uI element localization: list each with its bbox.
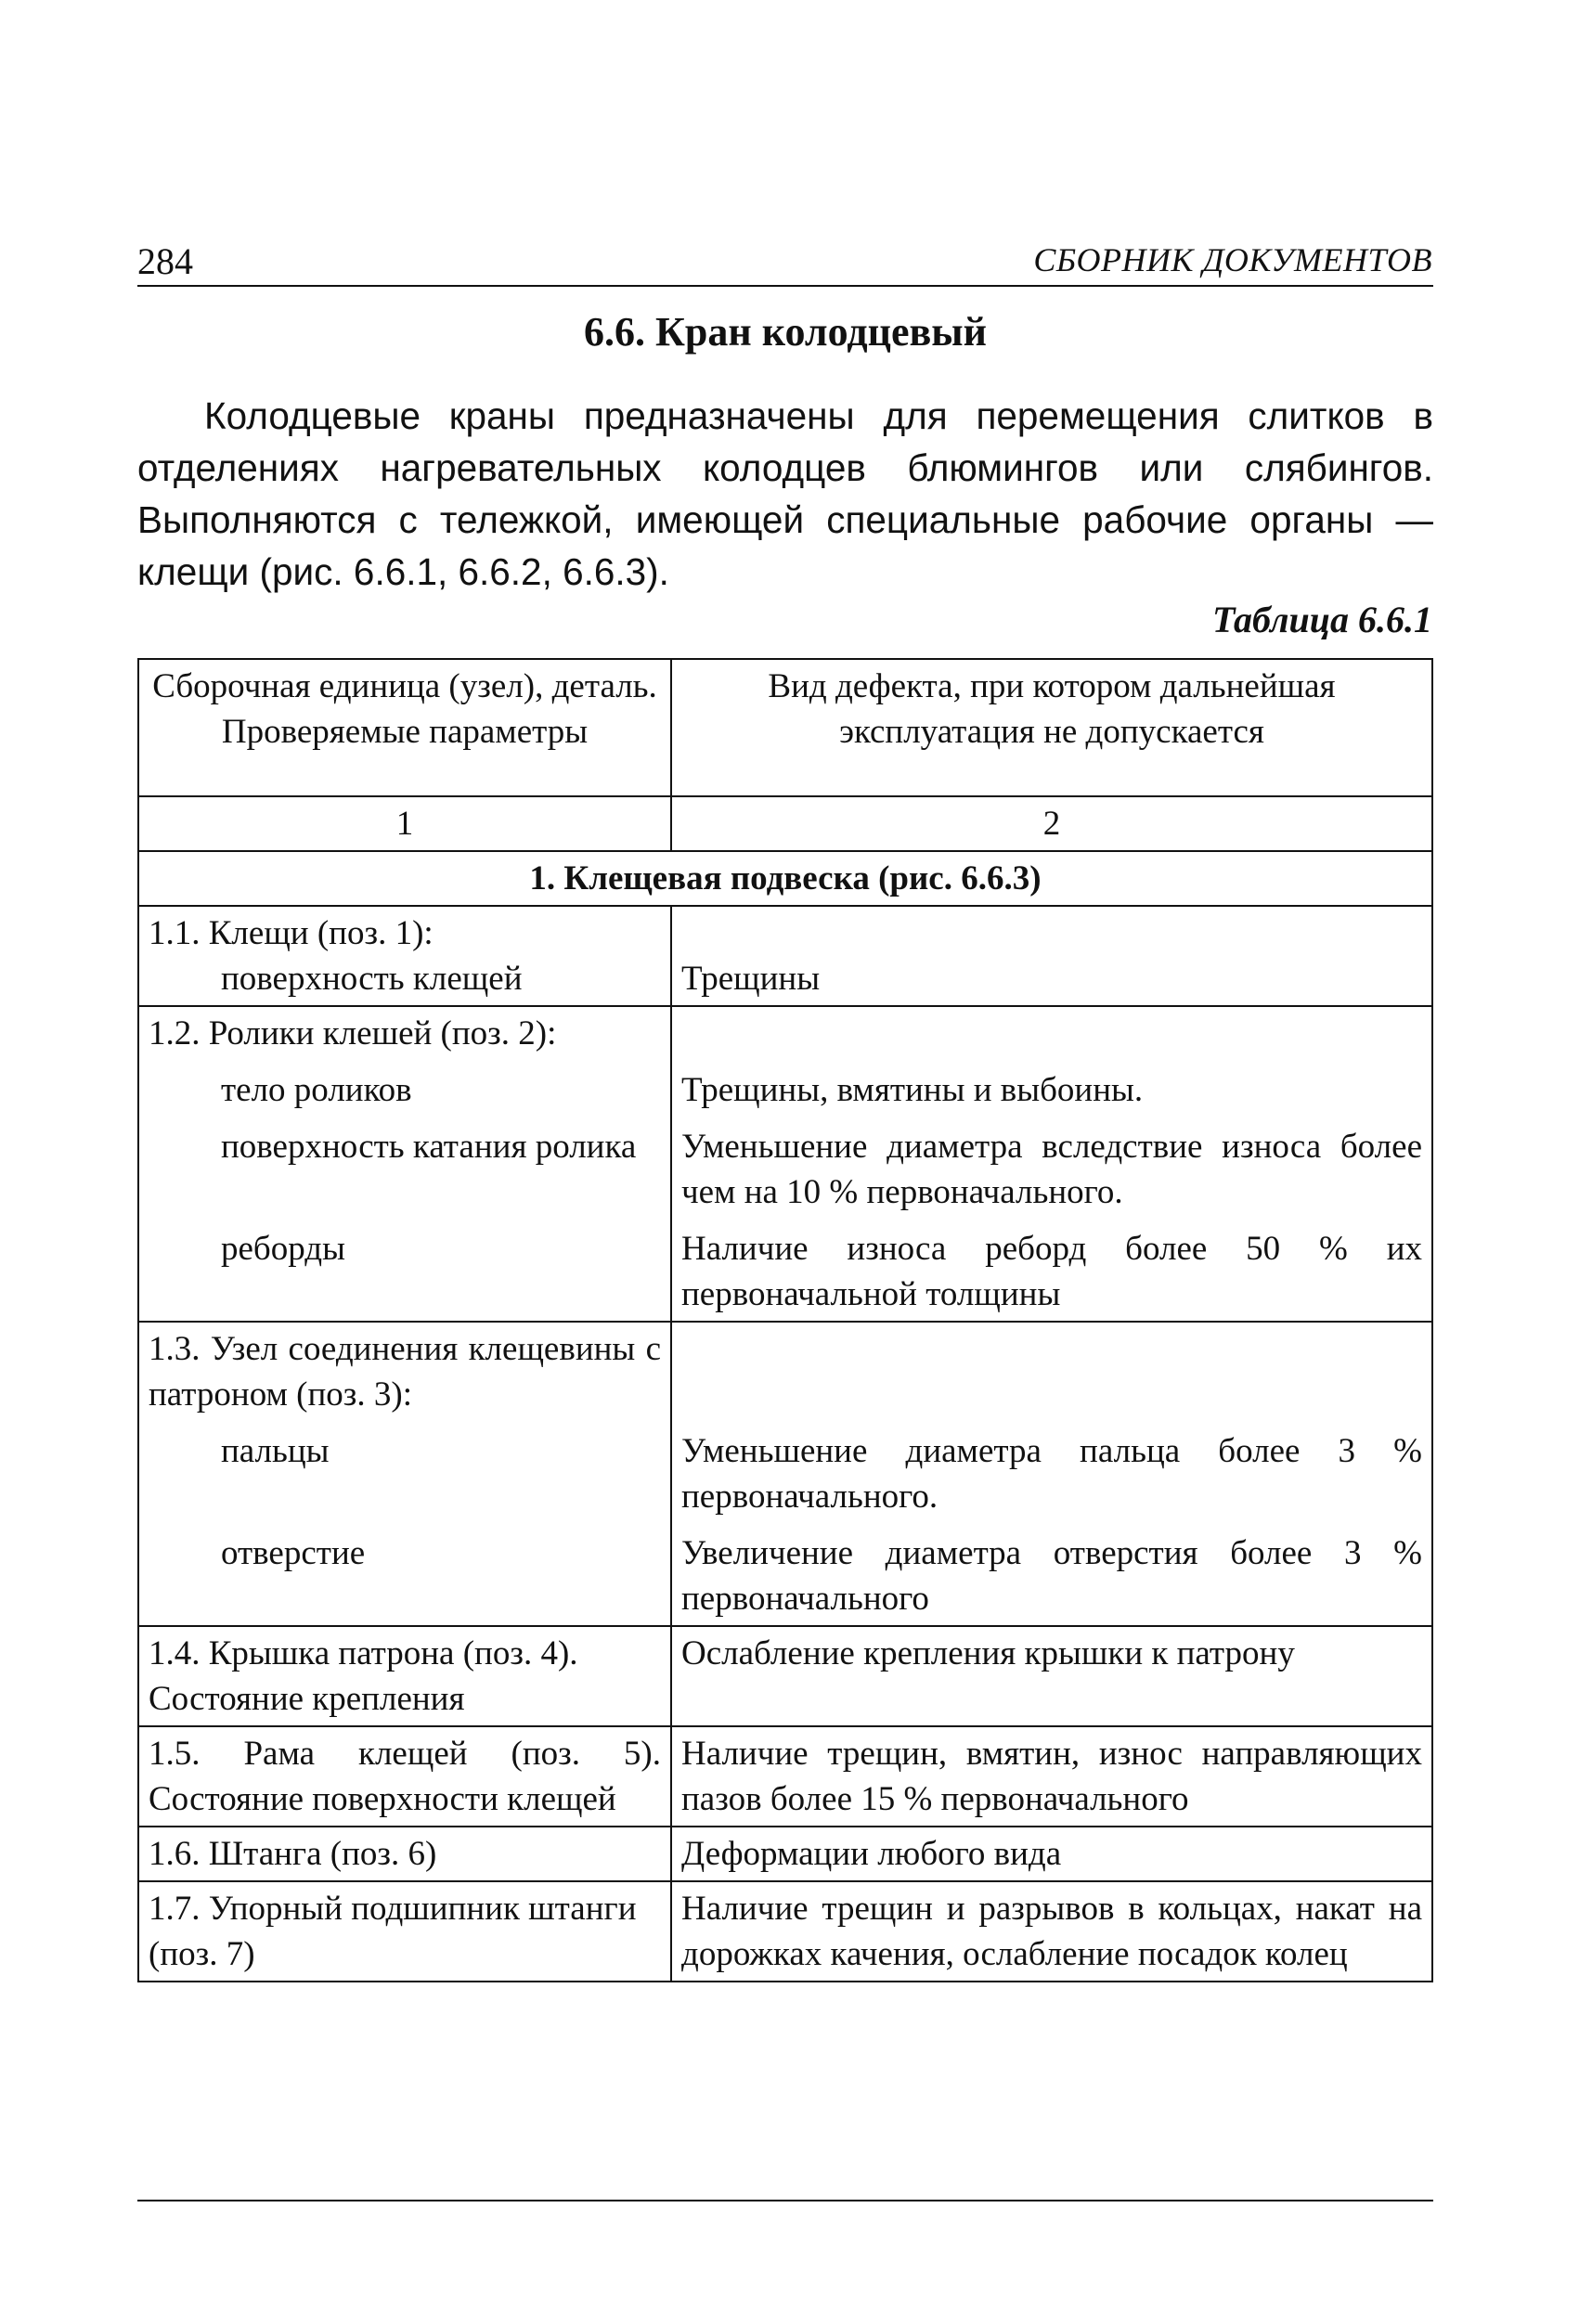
param-text: 1.4. Крышка патрона (поз. 4). Состояние крепления [138,1626,671,1726]
column-header-parameter: Сборочная единица (узел), деталь. Проверяемые параметры [138,659,671,796]
intro-paragraph: Колодцевые краны предназначены для перемещения слитков в отделениях нагревательных колодцев блюмингов или слябингов. Выполняются с тележкой, имеющей специальные рабочие органы — клещи (рис. 6.6.1, 6.6.2, 6.6.3). [137,394,1433,593]
param-cell [138,1322,671,1626]
group-title: 1. Клещевая подвеска (рис. 6.6.3) [138,851,1432,906]
table-row [138,1726,1432,1827]
running-title: СБОРНИК ДОКУМЕНТОВ [1033,241,1432,278]
section-heading: 6.6. Кран колодцевый [584,309,987,355]
item-title: 1.3. Узел соединения клещевины с патроном (поз. 3): [149,1330,661,1414]
page-number: 284 [137,240,193,282]
defect-table [137,658,1433,1982]
param-text: 1.5. Рама клещей (поз. 5). Состояние поверхности клещей [138,1726,671,1827]
column-number-2: 2 [671,796,1432,851]
table-row [138,1827,1432,1881]
column-header-defect: Вид дефекта, при котором дальнейшая эксплуатация не допускается [671,659,1432,796]
item-title: 1.2. Ролики клешей (поз. 2): [149,1014,557,1052]
defect-cell [671,906,1432,1006]
defect-cell [671,1006,1432,1322]
param-text: пальцы [221,1432,330,1470]
column-number-1: 1 [138,796,671,851]
defect-text: Уменьшение диаметра вследствие износа более чем на 10 % первоначального. [681,1128,1422,1211]
table-row [138,906,1432,1006]
defect-text: Трещины [681,960,821,998]
param-text: поверхность клещей [221,960,523,998]
param-text: поверхность катания ролика [221,1128,637,1166]
param-text: 1.6. Штанга (поз. 6) [138,1827,671,1881]
defect-text: Ослабление крепления крышки к патрону [671,1626,1432,1726]
param-text: отверстие [221,1534,366,1572]
defect-text: Наличие трещин, вмятин, износ направляющих пазов более 15 % первоначального [671,1726,1432,1827]
param-cell [138,906,671,1006]
table-row [138,1881,1432,1982]
column-number-row [138,796,1432,851]
param-text: реборды [221,1230,345,1268]
defect-text: Увеличение диаметра отверстия более 3 % первоначального [681,1534,1422,1618]
defect-text: Наличие трещин и разрывов в кольцах, накат на дорожках качения, ослабление посадок колец [671,1881,1432,1982]
item-title: 1.1. Клещи (поз. 1): [149,914,434,952]
param-cell [138,1006,671,1322]
table-caption: Таблица 6.6.1 [1212,599,1432,640]
table-row [138,1322,1432,1626]
table-header-row [138,659,1432,796]
defect-text: Трещины, вмятины и выбоины. [681,1071,1144,1109]
table-row [138,1626,1432,1726]
defect-cell [671,1322,1432,1626]
group-row [138,851,1432,906]
defect-text: Деформации любого вида [671,1827,1432,1881]
param-text: 1.7. Упорный подшипник штанги (поз. 7) [138,1881,671,1982]
defect-text: Уменьшение диаметра пальца более 3 % первоначального. [681,1432,1422,1516]
bottom-rule [137,2200,1433,2201]
header-rule [137,285,1433,287]
param-text: тело роликов [221,1071,412,1109]
table-row [138,1006,1432,1322]
defect-text: Наличие износа реборд более 50 % их первоначальной толщины [681,1230,1422,1313]
